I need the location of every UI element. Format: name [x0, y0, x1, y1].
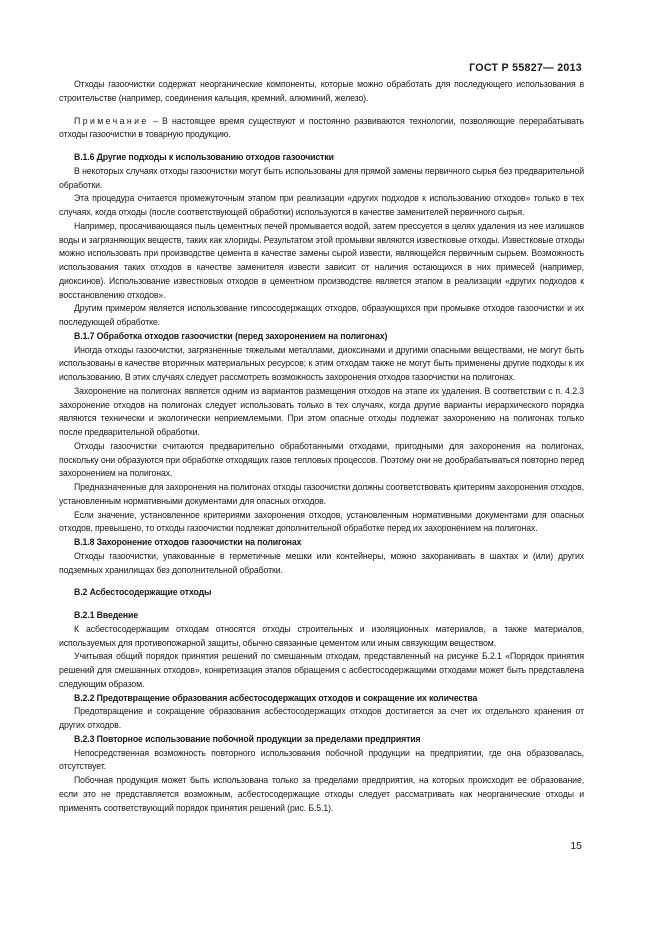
paragraph: Предотвращение и сокращение образования асбестосодержащих отходов достигается за счет их отдельного хранения от других отходов.	[59, 706, 584, 730]
paragraph: Захоронение на полигонах является одним из вариантов размещения отходов на этапе их удаления. В соответствии с п. 4.2.3 захоронение отходов на полигонах следует использовать только в тех случаях, когда другие варианты иерархического порядка являются технически и экологически неприемлемыми. При этом опасные отходы подлежат захоронению на полигонах только после предварительной обработки.	[59, 385, 584, 437]
section-heading-b17: В.1.7 Обработка отходов газоочистки (перед захоронением на полигонах)	[74, 330, 388, 341]
section-heading-b18: В.1.8 Захоронение отходов газоочистки на полигонах	[74, 537, 302, 547]
section-heading-b22: В.2.2 Предотвращение образования асбестосодержащих отходов и сокращение их количества	[74, 692, 478, 703]
note	[59, 115, 584, 143]
paragraph: Отходы газоочистки содержат неорганические компоненты, которые можно обработать для последующего использования в строительстве (например, соединения кальция, кремний, алюминий, железо).	[59, 79, 584, 103]
paragraph: В некоторых случаях отходы газоочистки могут быть использованы для прямой замены первичного сырья без предварительной обработки.	[59, 165, 584, 190]
paragraph: Отходы газоочистки считаются предварительно обработанными отходами, пригодными для захоронения на полигонах, поскольку они образуются при обработке отходящих газов тепловых процессов. Поэтому они не дообрабатываться повторно перед захоронением на полигонах.	[59, 440, 584, 479]
paragraph: Учитывая общий порядок принятия решений по смешанным отходам, представленный на рисунке Б.2.1 «Порядок принятия решений для смешанных отходов», конкретизация этапов обращения с асбестосодержащими отходами может быть представлена следующим образом.	[59, 651, 584, 689]
section-heading-b2: В.2 Асбестосодержащие отходы	[74, 587, 212, 598]
page-number: 15	[570, 840, 582, 852]
paragraph: Побочная продукция может быть использована только за пределами предприятия, на которых происходит ее образование, если это не представляется возможным, асбестосодержащие отходы следует рассматривать как неорганические отходы и применять соответствующий порядок принятия решений (рис. Б.5.1).	[59, 775, 584, 813]
paragraph: Непосредственная возможность повторного использования побочной продукции на предприятии, где она образовалась, отсутствует.	[59, 747, 584, 772]
paragraph: Эта процедура считается промежуточным этапом при реализации «других подходов к использованию отходов» только в тех случаях, когда отходы (после соответствующей обработки) используются в качестве заменителей первичного сырья.	[59, 193, 584, 217]
section-heading-b23: В.2.3 Повторное использование побочной продукции за пределами предприятия	[74, 733, 421, 744]
paragraph: Предназначенные для захоронения на полигонах отходы газоочистки должны соответствовать критериям захоронения отходов, установленным нормативными документами для опасных отходов.	[59, 482, 584, 506]
paragraph: Иногда отходы газоочистки, загрязненные тяжелыми металлами, диоксинами и другими опасными веществами, не могут быть использованы в качестве вторичных материальных ресурсов; к этим отходам также не могут быть применены другие подходы к их использованию. В этих случаях следует рассмотреть возможность захоронения отходов газоочистки на полигонах.	[59, 344, 584, 382]
document-number: ГОСТ Р 55827— 2013	[469, 62, 582, 74]
section-heading-b16: В.1.6 Другие подходы к использованию отходов газоочистки	[74, 152, 334, 162]
paragraph: Если значение, установленное критериями захоронения отходов, установленным нормативными документами для опасных отходов, превышено, то отходы газоочистки подлежат дополнительной обработке перед их захоронением на полигонах.	[59, 509, 584, 534]
paragraph: Отходы газоочистки, упакованные в герметичные мешки или контейнеры, можно захоранивать в шахтах и (или) других подземных хранилищах без дополнительной обработки.	[59, 550, 584, 575]
document-body	[59, 78, 584, 815]
note-text: – В настоящее время существуют и постоянно развиваются технологии, позволяющие перерабатывать отходы газоочистки в товарную продукцию.	[59, 115, 584, 140]
paragraph: К асбестосодержащим отходам относятся отходы строительных и изоляционных материалов, а также материалов, используемых для противопожарной защиты, обычно связанные цементом или иным связующим веществом.	[59, 623, 584, 648]
section-heading-b21: В.2.1 Введение	[74, 610, 139, 620]
paragraph: Например, просачивающаяся пыль цементных печей промывается водой, затем прессуется в целях удаления из нее излишков воды и загрязняющих веществ, таких как хлориды. Результатом этой промывки являются известковые отходы. Известковые отходы можно использовать при производстве цемента в качестве замены сырой извести, являющейся первичным сырьем. Возможность использования таких отходов в качестве заменителя извести зависит от наличия остающихся в них примесей (например, диоксинов). Использование известковых отходов в цементном производстве является этапом в реализации «других подходов к восстановлению отходов».	[59, 220, 584, 300]
note-label: Примечание	[74, 115, 149, 126]
paragraph: Другим примером является использование гипсосодержащих отходов, образующихся при промывке отходов газоочистки и их последующей обработке.	[59, 303, 584, 327]
